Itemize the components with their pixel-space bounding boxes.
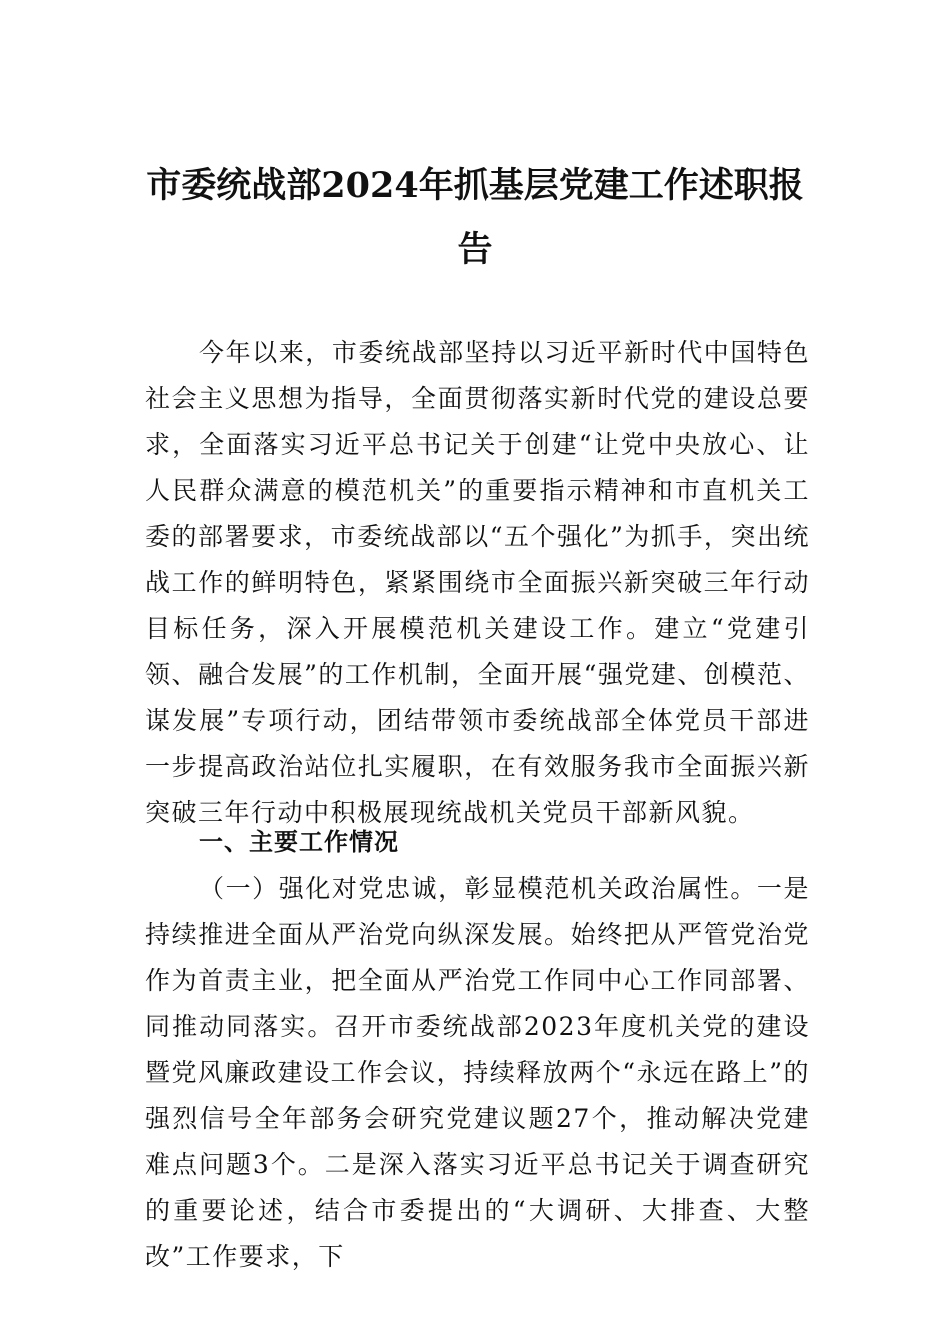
body-paragraph-2: （一）强化对党忠诚，彰显模范机关政治属性。一是持续推进全面从严治党向纵深发展。始终把从严管党治党作为首责主业，把全面从严治党工作同中心工作同部署、同推动同落实。召开市委统战部2023年度机关党的建设暨党风廉政建设工作会议，持续释放两个“永远在路上”的强烈信号全年部务会研究党建议题27个，推动解决党建难点问题3个。二是深入落实习近平总书记关于调查研究的重要论述，结合市委提出的“大调研、大排查、大整改”工作要求，下 xyxy=(145,874,810,1271)
body-paragraph-1: 今年以来，市委统战部坚持以习近平新时代中国特色社会主义思想为指导，全面贯彻落实新时代党的建设总要求，全面落实习近平总书记关于创建“让党中央放心、让人民群众满意的模范机关”的重要指示精神和市直机关工委的部署要求，市委统战部以“五个强化”为抓手，突出统战工作的鲜明特色，紧紧围绕市全面振兴新突破三年行动目标任务，深入开展模范机关建设工作。建立“党建引领、融合发展”的工作机制，全面开展“强党建、创模范、谋发展”专项行动，团结带领市委统战部全体党员干部进一步提高政治站位扎实履职，在有效服务我市全面振兴新突破三年行动中积极展现统战机关党员干部新风貌。 xyxy=(145,338,810,827)
document-title-line-1: 市委统战部2024年抓基层党建工作述职报 xyxy=(146,165,804,206)
section-heading-1: 一、主要工作情况 xyxy=(199,828,399,856)
document-title-line-2: 告 xyxy=(457,229,493,270)
